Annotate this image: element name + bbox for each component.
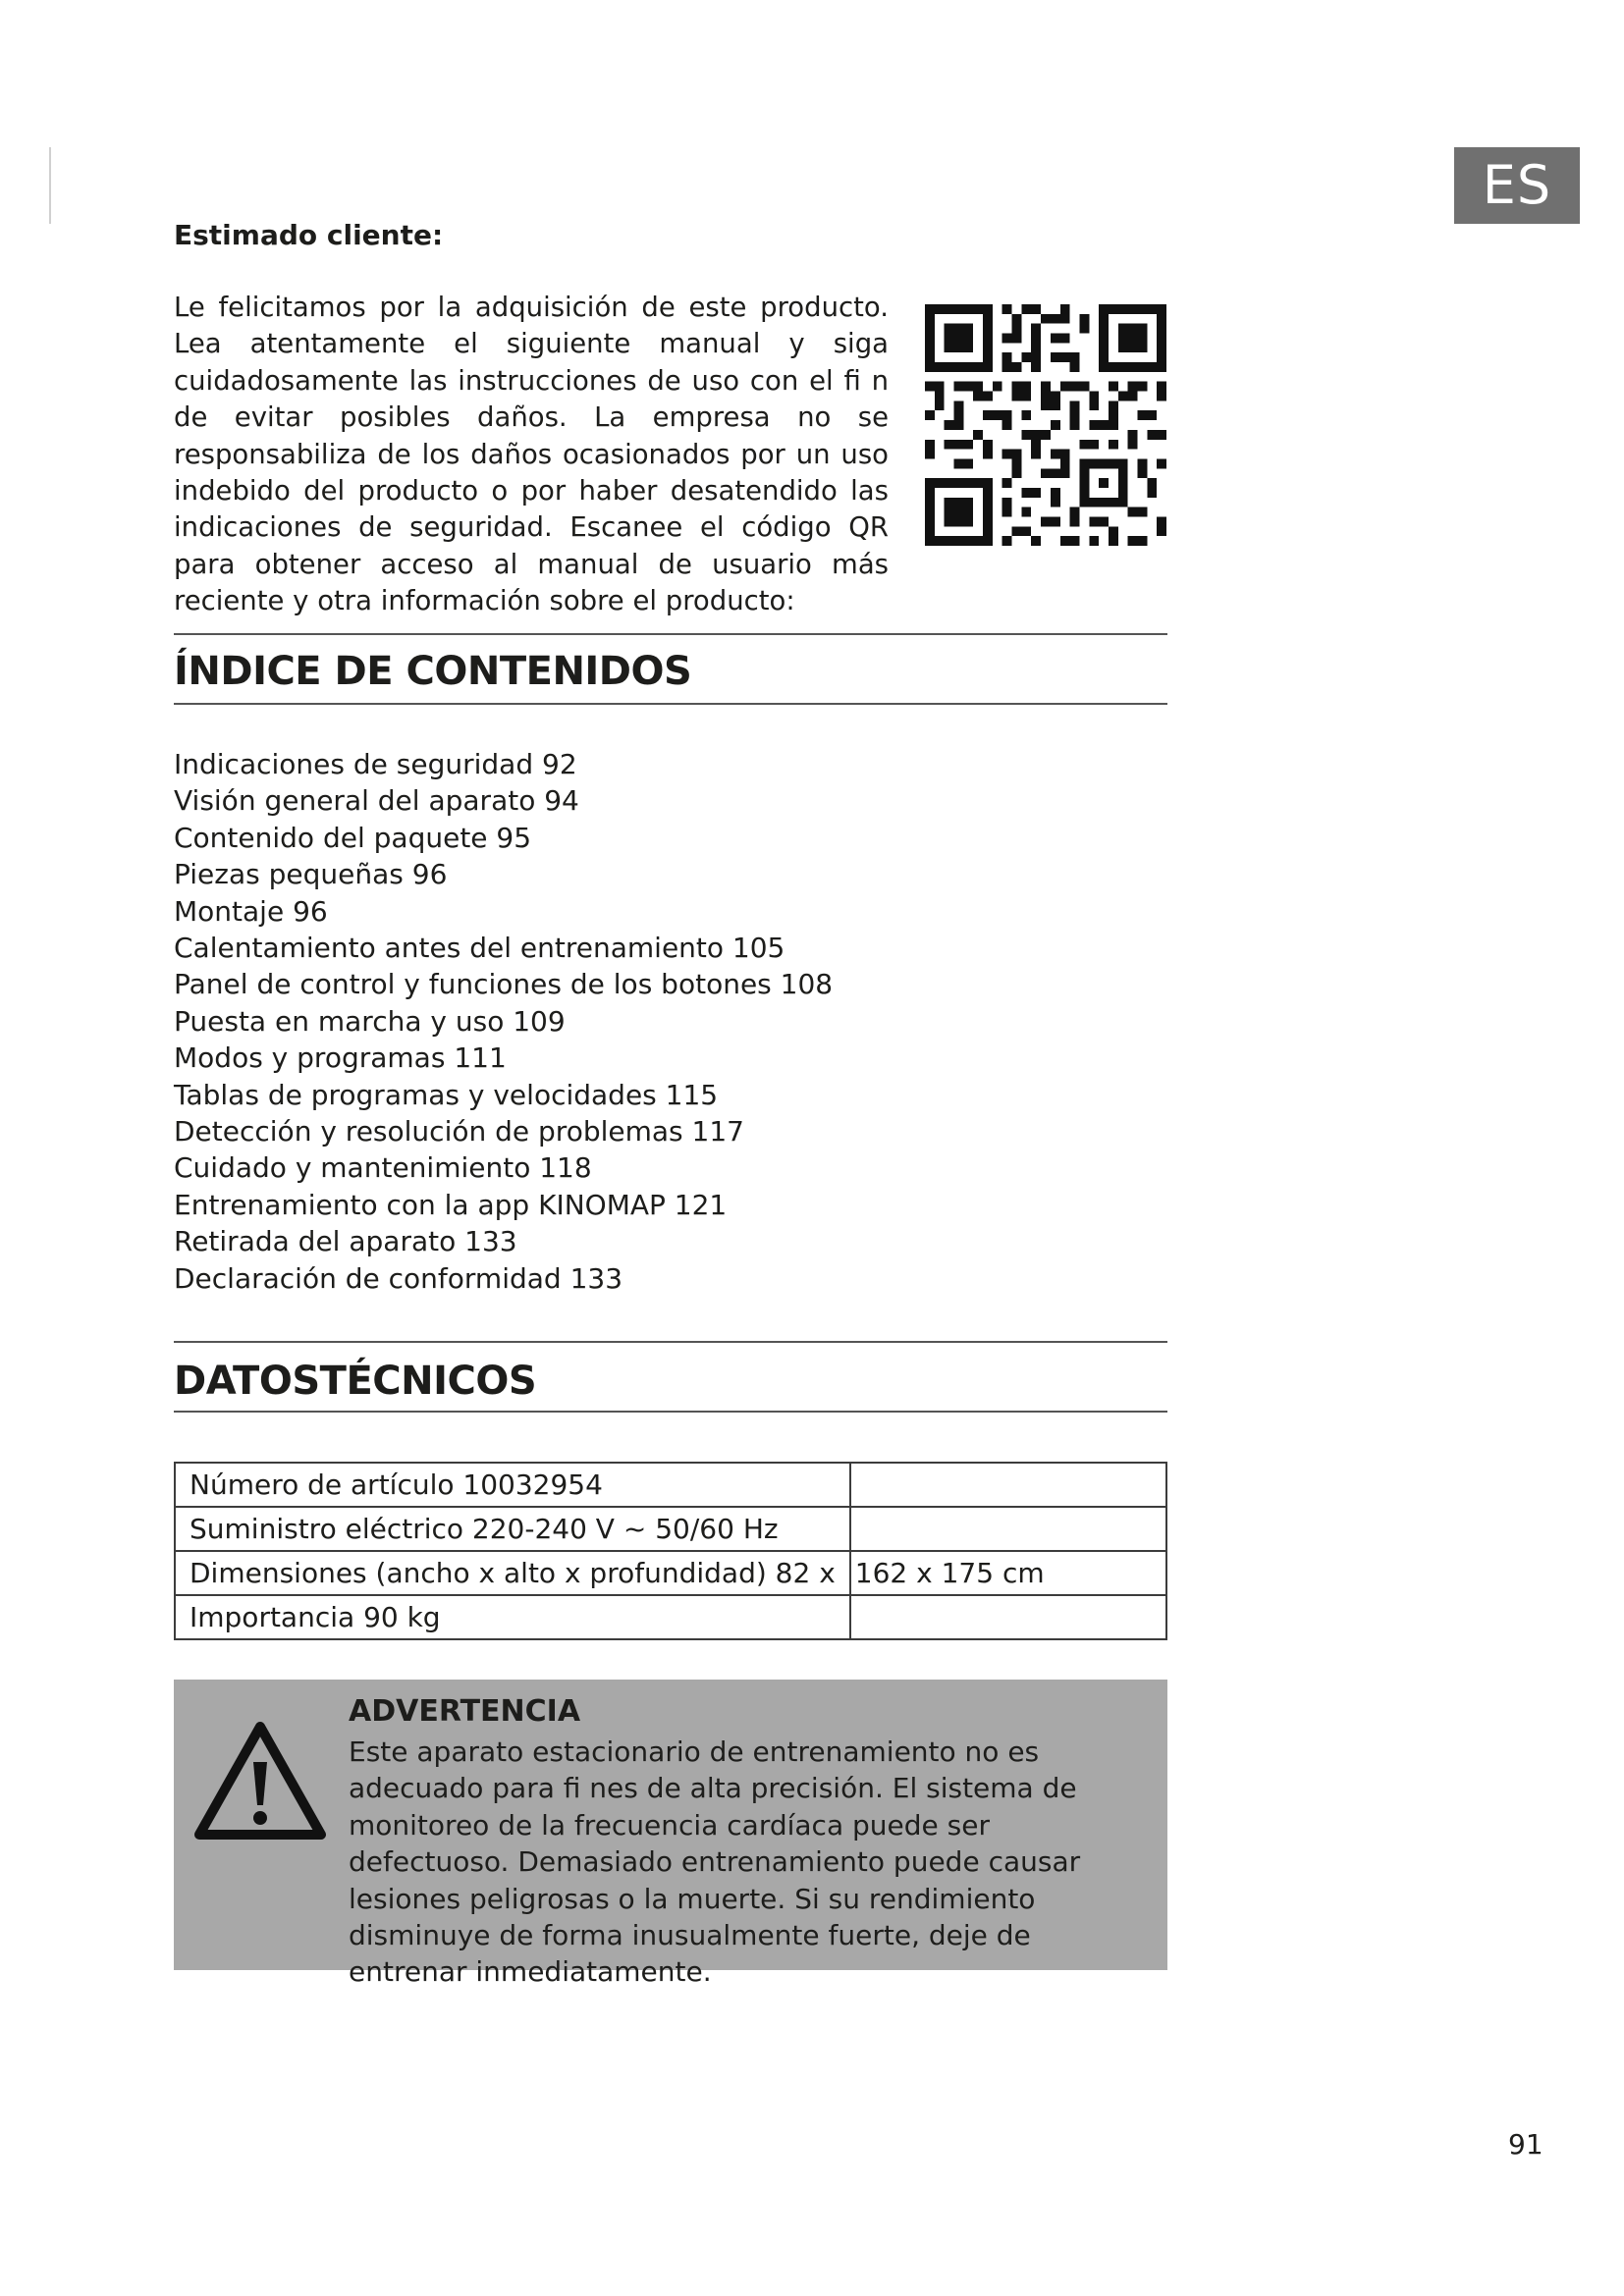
toc-item: Visión general del aparato 94 — [174, 784, 579, 818]
margin-rule — [49, 147, 51, 224]
toc-title: ÍNDICE DE CONTENIDOS — [174, 649, 692, 694]
toc-item: Panel de control y funciones de los botones 108 — [174, 968, 834, 1001]
page-number: 91 — [1508, 2128, 1543, 2161]
table-cell: Suministro eléctrico 220-240 V ~ 50/60 Hz — [175, 1507, 850, 1551]
toc-item: Declaración de conformidad 133 — [174, 1261, 623, 1295]
toc-item: Piezas pequeñas 96 — [174, 858, 448, 891]
toc-item: Montaje 96 — [174, 894, 328, 928]
table-row — [175, 1507, 1166, 1551]
toc-item: Entrenamiento con la app KINOMAP 121 — [174, 1188, 728, 1221]
toc-item: Detección y resolución de problemas 117 — [174, 1115, 744, 1148]
toc-item: Cuidado y mantenimiento 118 — [174, 1151, 592, 1185]
table-row — [175, 1463, 1166, 1507]
table-row — [175, 1595, 1166, 1639]
table-cell: Importancia 90 kg — [175, 1595, 850, 1639]
tech-title: DATOSTÉCNICOS — [174, 1359, 537, 1404]
table-cell — [850, 1463, 1166, 1507]
warning-title: ADVERTENCIA — [349, 1694, 581, 1729]
table-cell — [850, 1507, 1166, 1551]
language-tab: ES — [1454, 147, 1580, 224]
toc-list — [174, 746, 833, 1297]
table-cell: 162 x 175 cm — [850, 1551, 1166, 1595]
intro-paragraph: Le felicitamos por la adquisición de este producto. Lea atentamente el siguiente manual y siga cuidadosamente las instrucciones de uso con el fi n de evitar posibles daños. La empresa no se responsabiliza de los daños ocasionados por un uso indebido del producto o por haber desatendido las indicaciones de seguridad. Escanee el código QR para obtener acceso al manual de usuario más reciente y otra información sobre el producto: — [174, 292, 889, 617]
table-row — [175, 1551, 1166, 1595]
spec-table — [174, 1462, 1167, 1640]
warning-box — [174, 1680, 1167, 1989]
toc-heading-block — [174, 633, 1167, 705]
table-cell: Número de artículo 10032954 — [175, 1463, 850, 1507]
toc-item: Puesta en marcha y uso 109 — [174, 1004, 566, 1038]
table-cell — [850, 1595, 1166, 1639]
warning-triangle-icon — [191, 1719, 329, 1844]
tech-heading-block — [174, 1341, 1167, 1413]
qr-code — [925, 304, 1166, 546]
greeting-heading: Estimado cliente: — [174, 219, 444, 251]
toc-item: Retirada del aparato 133 — [174, 1225, 517, 1258]
toc-item: Calentamiento antes del entrenamiento 105 — [174, 932, 785, 965]
table-cell: Dimensiones (ancho x alto x profundidad) 82 x — [175, 1551, 850, 1595]
toc-item: Modos y programas 111 — [174, 1041, 507, 1075]
toc-item: Indicaciones de seguridad 92 — [174, 748, 577, 780]
toc-item: Contenido del paquete 95 — [174, 821, 532, 854]
toc-item: Tablas de programas y velocidades 115 — [174, 1078, 719, 1111]
warning-text: Este aparato estacionario de entrenamiento no es adecuado para fi nes de alta precisión. El sistema de monitoreo de la frecuencia cardíaca puede ser defectuoso. Demasiado entrenamiento puede causar lesiones peligrosas o la muerte. Si su rendimiento disminuye de forma inusualmente fuerte, deje de entrenar inmediatamente. — [349, 1735, 1081, 1989]
